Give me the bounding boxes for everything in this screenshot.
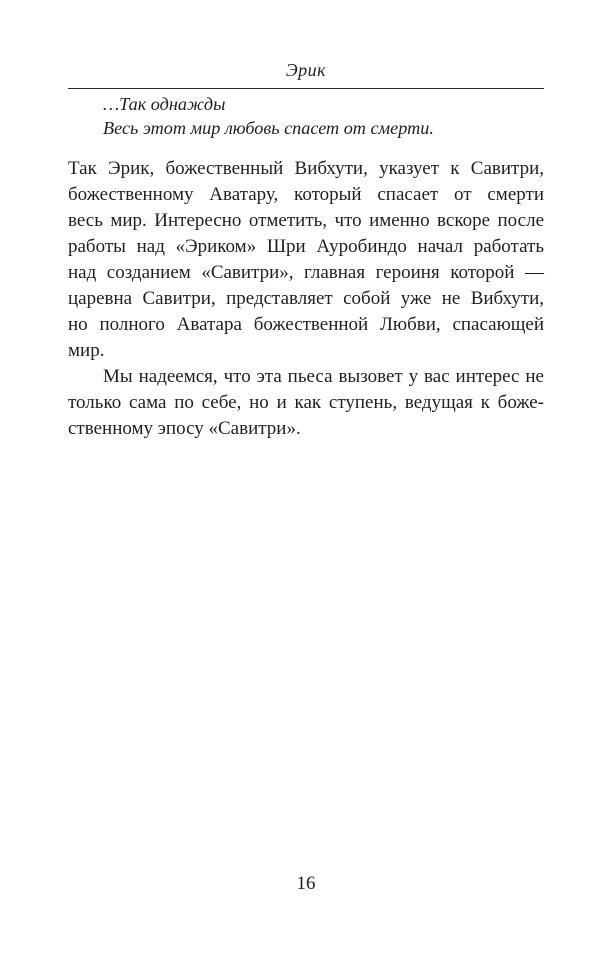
header-rule (68, 88, 544, 89)
paragraph-line: божественному Аватару, который спасает от смерти (68, 184, 544, 205)
verse-line: Весь этот мир любовь спасет от смерти. (103, 118, 434, 138)
paragraph-line: царевна Савитри, представляет собой уже не Вибхути, (68, 288, 544, 309)
paragraph-line: над созданием «Савитри», главная героиня которой — (68, 262, 544, 283)
running-title: Эрик (285, 60, 327, 80)
body-text (68, 156, 544, 442)
page-number: 16 (296, 873, 316, 894)
epigraph-verse (103, 92, 434, 140)
paragraph-line: весь мир. Интересно отметить, что именно вскоре после (68, 210, 544, 231)
paragraph-line: только сама по себе, но и как ступень, ведущая к боже- (68, 392, 544, 413)
verse-line: …Так однажды (103, 94, 226, 114)
paragraph-line: работы над «Эриком» Шри Ауробиндо начал работать (68, 236, 544, 257)
paragraph-line: мир. (68, 340, 105, 361)
paragraph-line: Мы надеемся, что эта пьеса вызовет у вас интерес не (103, 366, 544, 387)
paragraph-line: Так Эрик, божественный Вибхути, указует к Савитри, (68, 158, 544, 179)
paragraph-line: но полного Аватара божественной Любви, спасающей (68, 314, 544, 335)
paragraph-line: ственному эпосу «Савитри». (68, 418, 301, 439)
